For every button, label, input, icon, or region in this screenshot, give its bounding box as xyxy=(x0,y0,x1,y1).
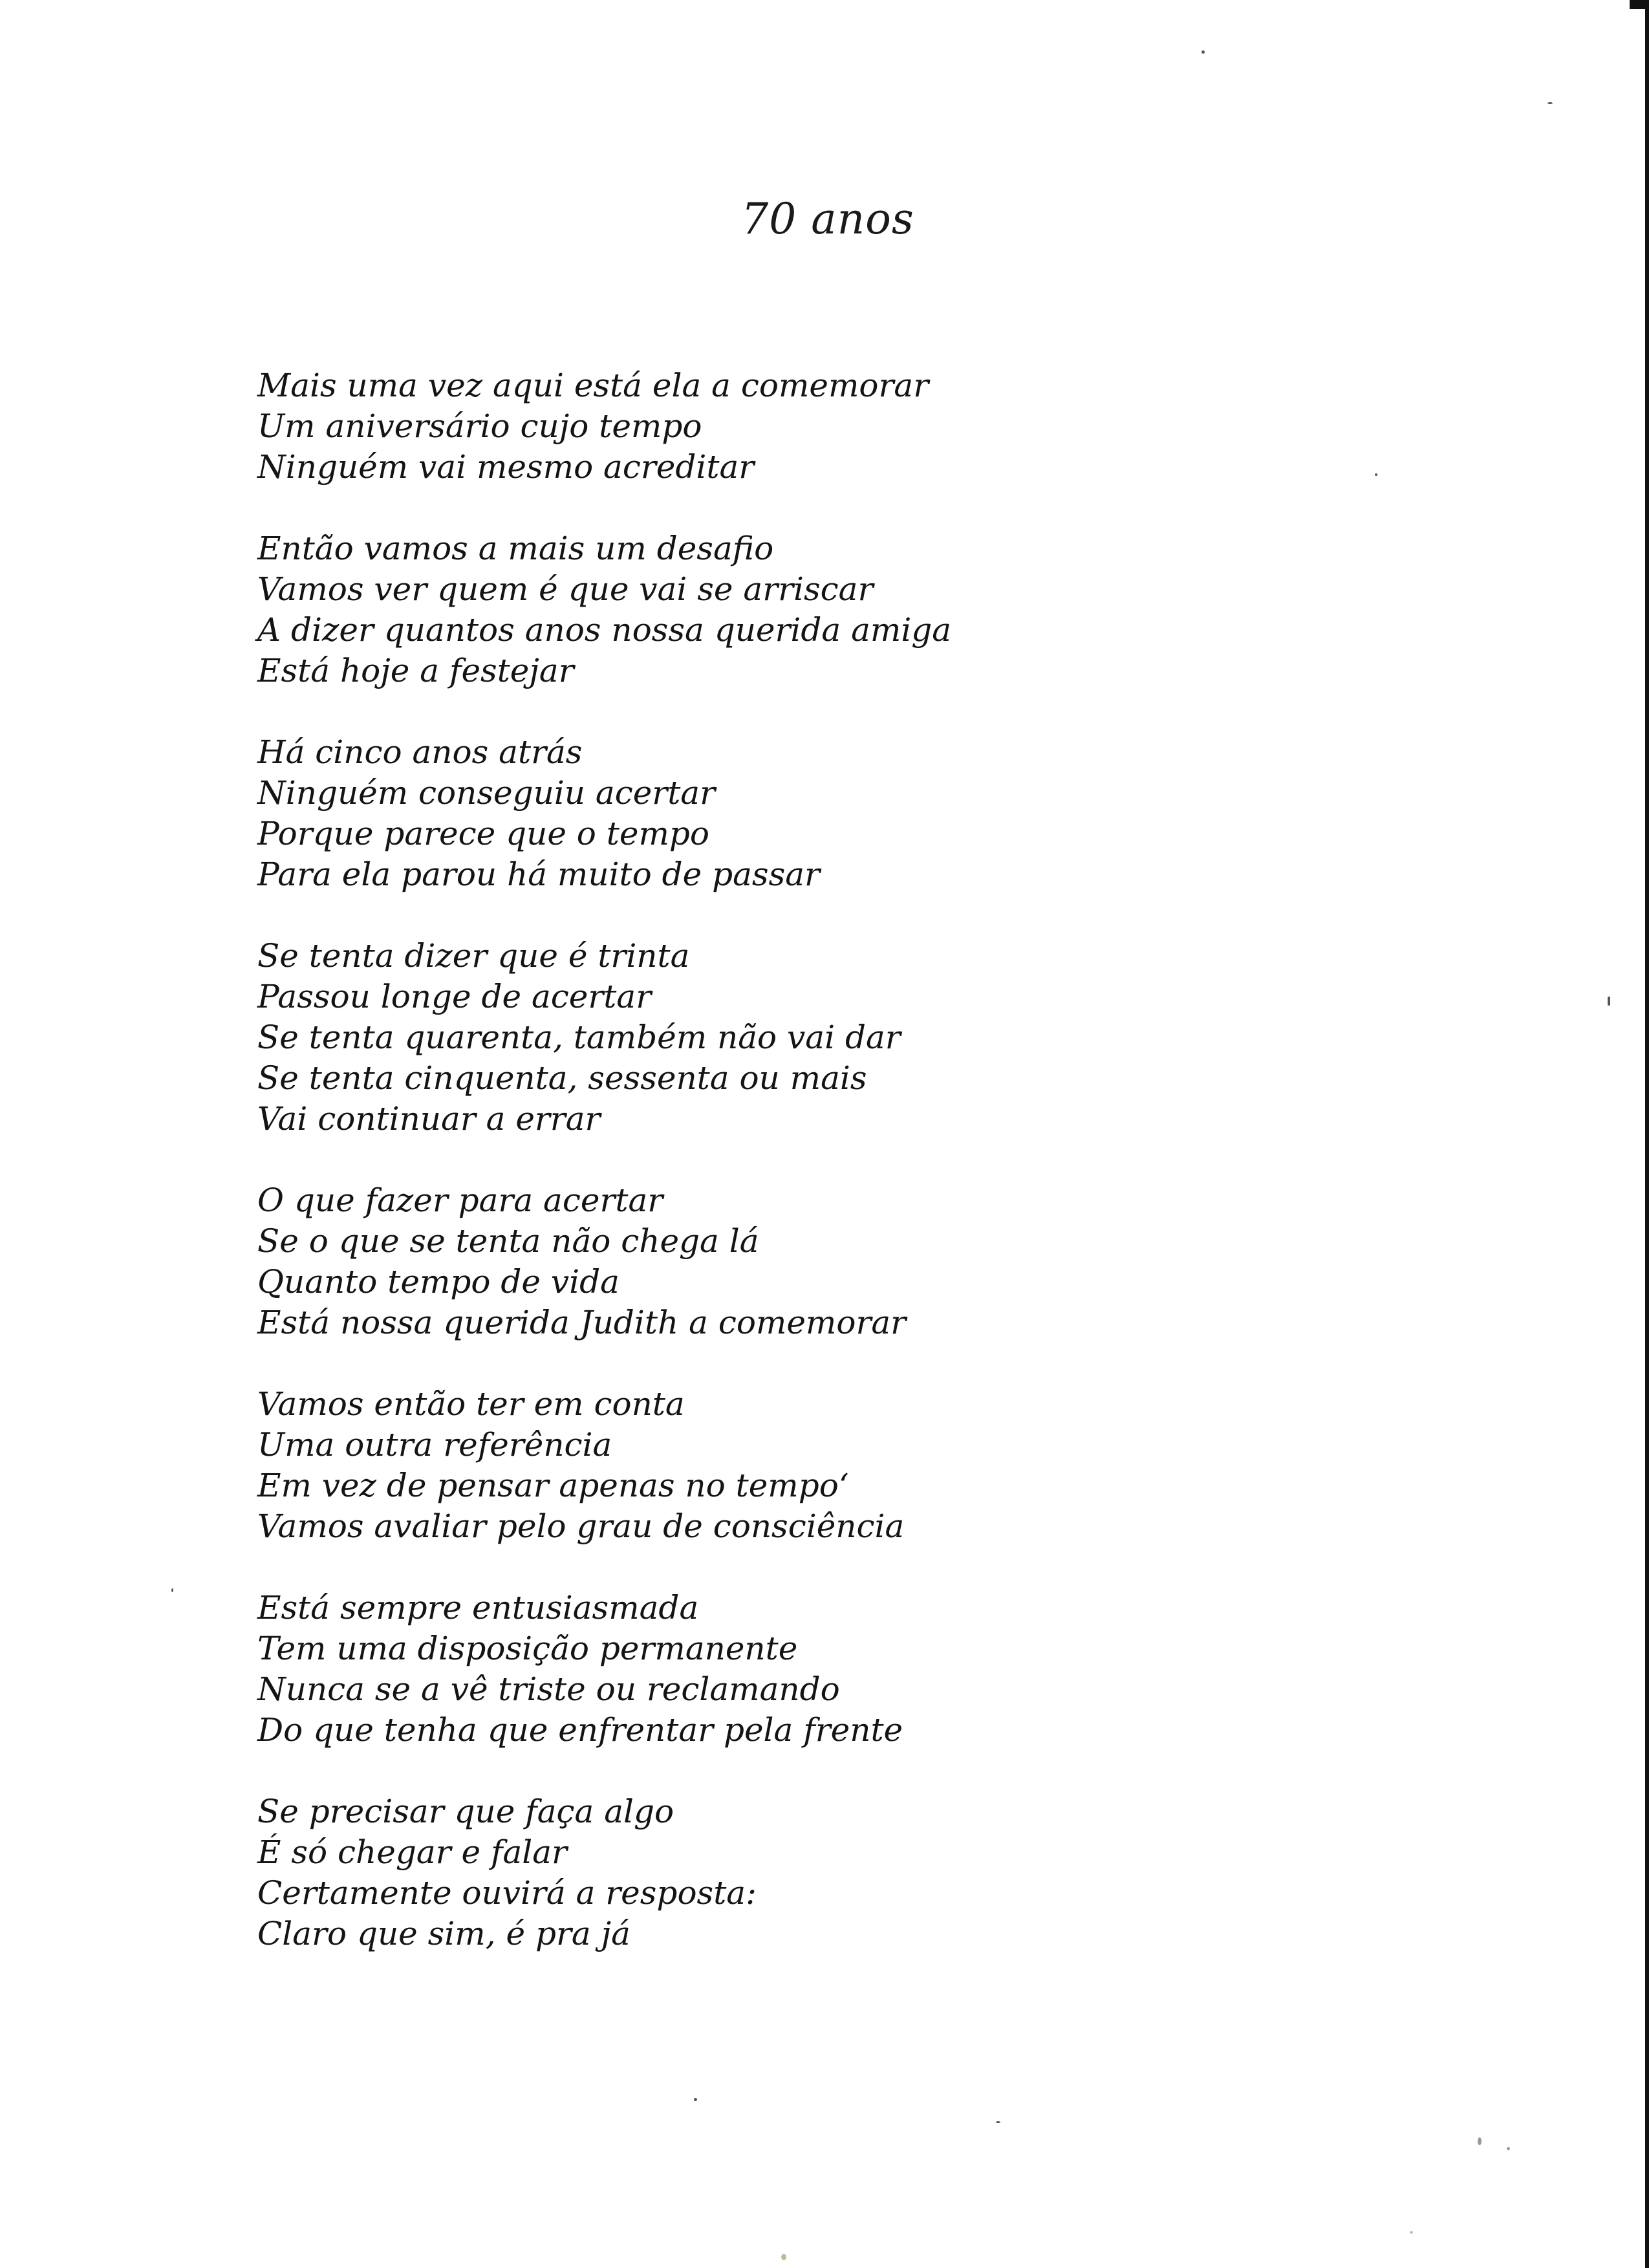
poem-body xyxy=(257,365,1486,1995)
poem-line: Nunca se a vê triste ou reclamando xyxy=(257,1670,840,1708)
poem-line: A dizer quantos anos nossa querida amiga xyxy=(257,611,952,649)
scan-speck xyxy=(1478,2137,1482,2145)
poem-line: É só chegar e falar xyxy=(257,1833,567,1871)
poem-line: Vamos ver quem é que vai se arriscar xyxy=(257,570,874,608)
poem-line: Em vez de pensar apenas no tempo‘ xyxy=(257,1467,849,1504)
scan-speck xyxy=(1507,2147,1510,2150)
poem-line: Tem uma disposição permanente xyxy=(257,1630,798,1667)
poem-line: Do que tenha que enfrentar pela frente xyxy=(257,1711,903,1749)
poem-line: Porque parece que o tempo xyxy=(257,815,709,852)
poem-line: Mais uma vez aqui está ela a comemorar xyxy=(257,367,929,404)
poem-line: O que fazer para acertar xyxy=(257,1182,663,1219)
stanza-6 xyxy=(257,1384,1486,1547)
poem-line: Então vamos a mais um desafio xyxy=(257,530,774,567)
poem-line: Se precisar que faça algo xyxy=(257,1793,674,1830)
poem-line: Quanto tempo de vida xyxy=(257,1263,620,1301)
stanza-3 xyxy=(257,732,1486,895)
scan-speck xyxy=(1608,997,1610,1006)
poem-line: Há cinco anos atrás xyxy=(257,733,583,771)
stanza-4 xyxy=(257,936,1486,1139)
poem-line: Para ela parou há muito de passar xyxy=(257,856,820,893)
poem-line: Se tenta dizer que é trinta xyxy=(257,937,690,975)
poem-line: Se o que se tenta não chega lá xyxy=(257,1222,759,1260)
scan-speck xyxy=(1375,473,1377,476)
stanza-2 xyxy=(257,528,1486,691)
poem-line: Vai continuar a errar xyxy=(257,1100,601,1138)
poem-line: Passou longe de acertar xyxy=(257,978,652,1015)
poem-line: Se tenta quarenta, também não vai dar xyxy=(257,1019,901,1056)
poem-line: Vamos avaliar pelo grau de consciência xyxy=(257,1507,905,1545)
poem-line: Um aniversário cujo tempo xyxy=(257,407,702,445)
stanza-7 xyxy=(257,1588,1486,1751)
poem-title: 70 anos xyxy=(741,194,914,244)
scan-border-corner xyxy=(1630,0,1649,9)
poem-line: Ninguém conseguiu acertar xyxy=(257,774,716,812)
scan-border-right xyxy=(1645,0,1649,2268)
scan-speck xyxy=(694,2098,697,2101)
scan-speck xyxy=(996,2121,1000,2123)
poem-line: Vamos então ter em conta xyxy=(257,1385,685,1423)
poem-line: Está nossa querida Judith a comemorar xyxy=(257,1304,907,1341)
poem-line: Uma outra referência xyxy=(257,1426,612,1463)
stanza-1 xyxy=(257,365,1486,488)
scan-speck xyxy=(1202,50,1205,54)
scan-speck xyxy=(781,2254,786,2260)
poem-line: Claro que sim, é pra já xyxy=(257,1915,630,1952)
poem-line: Está hoje a festejar xyxy=(257,652,574,689)
poem-line: Se tenta cinquenta, sessenta ou mais xyxy=(257,1059,867,1097)
scan-speck xyxy=(1547,102,1553,104)
stanza-8 xyxy=(257,1791,1486,1954)
poem-line: Está sempre entusiasmada xyxy=(257,1589,699,1626)
poem-line: Certamente ouvirá a resposta: xyxy=(257,1874,757,1912)
stanza-5 xyxy=(257,1180,1486,1343)
poem-line: Ninguém vai mesmo acreditar xyxy=(257,448,755,486)
scan-speck xyxy=(1410,2231,1413,2234)
scan-speck xyxy=(171,1588,173,1592)
